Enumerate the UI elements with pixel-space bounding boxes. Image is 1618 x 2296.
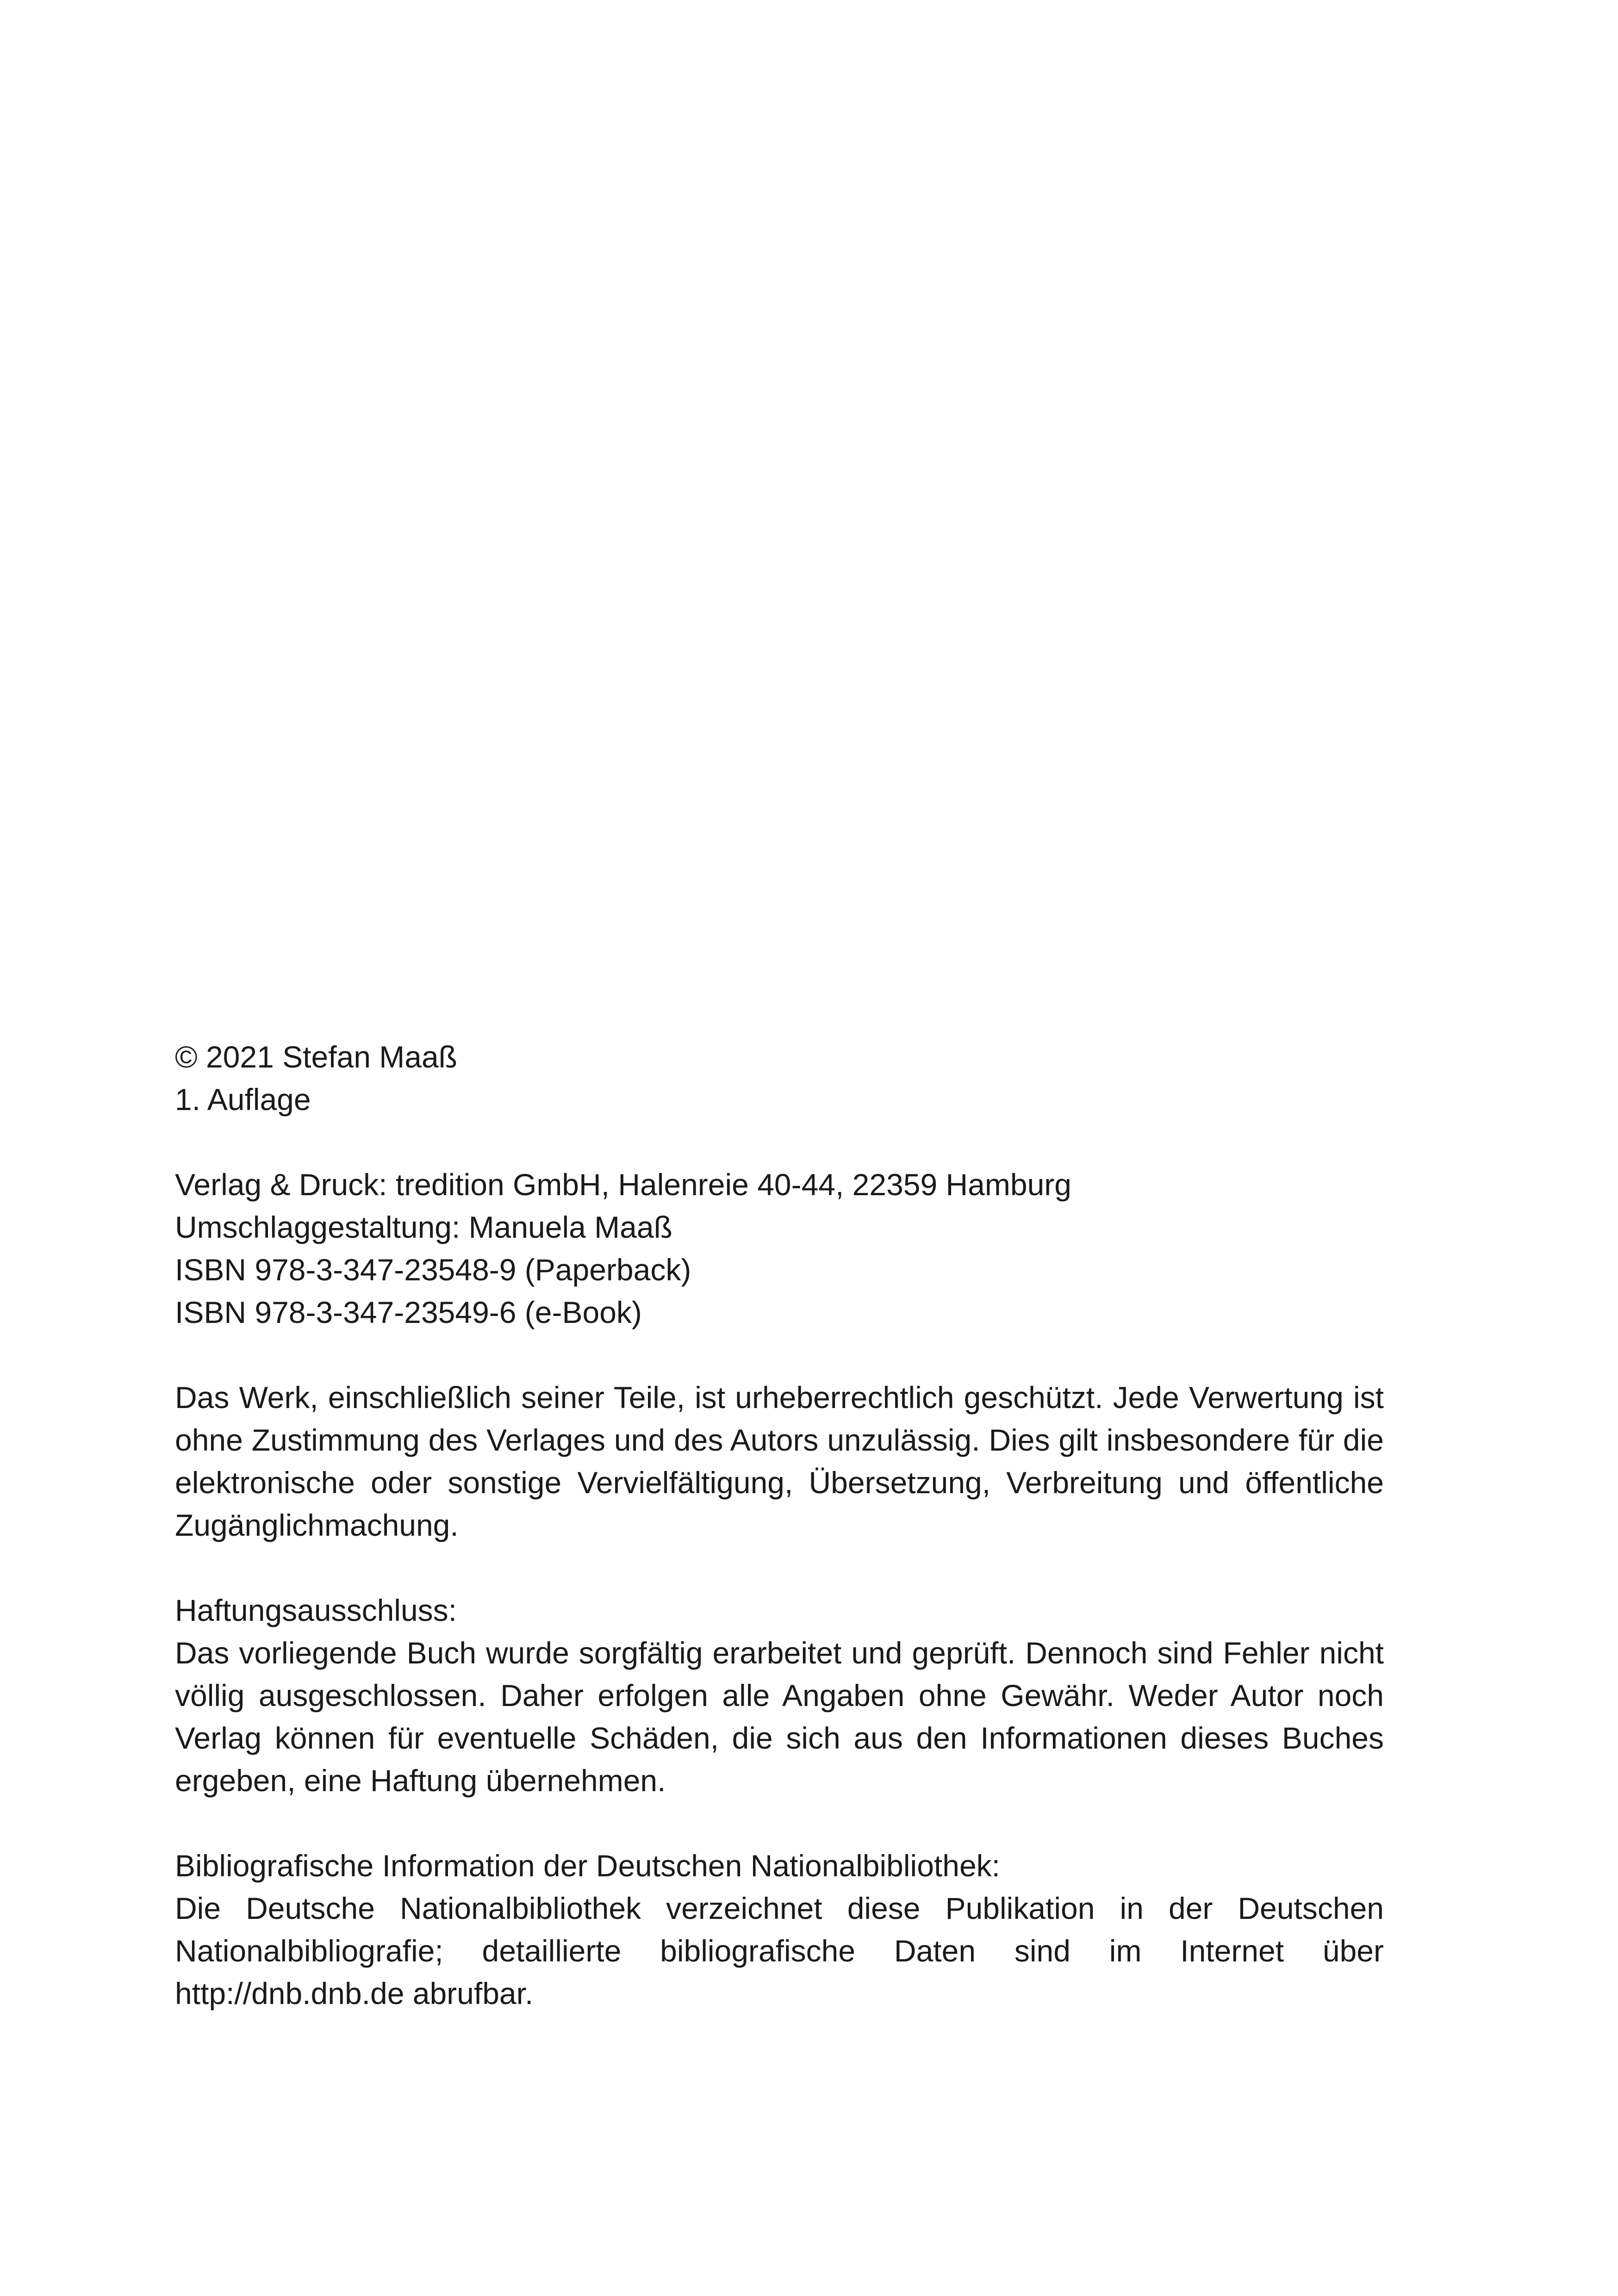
publisher-line: Verlag & Druck: tredition GmbH, Halenreie 40-44, 22359 Hamburg [175, 1167, 1071, 1202]
edition-block [175, 1036, 1384, 1121]
rights-block [175, 1376, 1384, 1546]
cover-design-line: Umschlaggestaltung: Manuela Maaß [175, 1210, 672, 1244]
copyright-line: © 2021 Stefan Maaß [175, 1040, 457, 1074]
publishing-block [175, 1163, 1384, 1334]
disclaimer-paragraph: Das vorliegende Buch wurde sorgfältig erarbeitet und geprüft. Dennoch sind Fehler nicht völlig ausgeschlossen. Daher erfolgen alle Angaben ohne Gewähr. Weder Autor noch Verlag können für eventuelle Schäden, die sich aus den Informationen dieses Buches ergeben, eine Haftung übernehmen. [175, 1636, 1384, 1798]
isbn-paperback-line: ISBN 978-3-347-23548-9 (Paperback) [175, 1253, 691, 1287]
isbn-ebook-line: ISBN 978-3-347-23549-6 (e-Book) [175, 1295, 642, 1329]
bibliographic-heading: Bibliografische Information der Deutschen Nationalbibliothek: [175, 1849, 1000, 1883]
edition-line: 1. Auflage [175, 1082, 311, 1117]
rights-paragraph: Das Werk, einschließlich seiner Teile, ist urheberrechtlich geschützt. Jede Verwertung ist ohne Zustimmung des Verlages und des Autors unzulässig. Dies gilt insbesondere für die elektronische oder sonstige Vervielfältigung, Übersetzung, Verbreitung und öffentliche Zugänglichmachung. [175, 1380, 1384, 1542]
disclaimer-heading: Haftungsausschluss: [175, 1593, 457, 1627]
imprint-text [175, 1036, 1384, 2015]
bibliographic-block [175, 1844, 1384, 2015]
disclaimer-block [175, 1589, 1384, 1802]
bibliographic-paragraph: Die Deutsche Nationalbibliothek verzeichnet diese Publikation in der Deutschen Nationalbibliografie; detaillierte bibliografische Daten sind im Internet über http://dnb.dnb.de abrufbar. [175, 1891, 1384, 2011]
